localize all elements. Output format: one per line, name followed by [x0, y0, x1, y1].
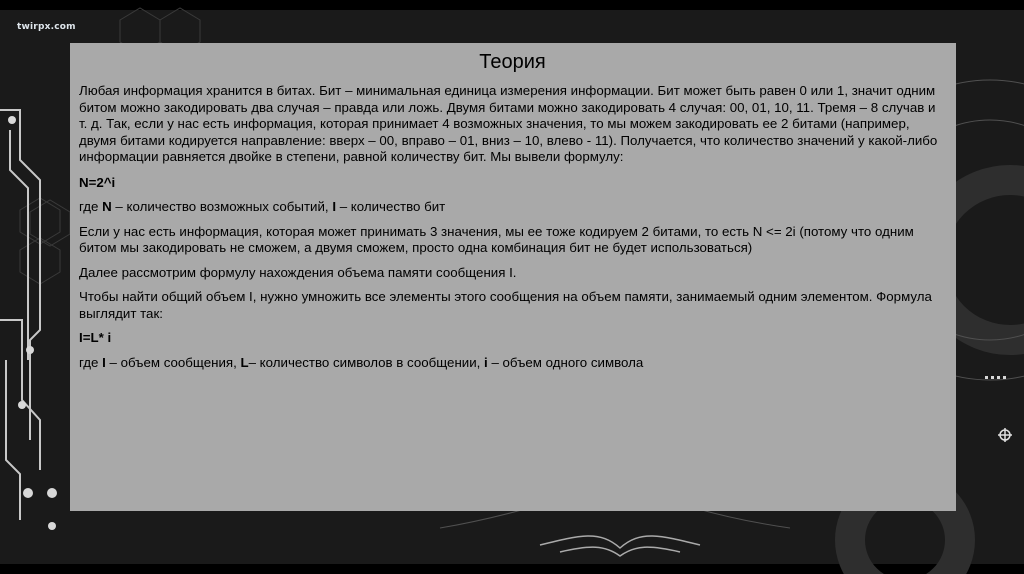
legend-text: – количество бит	[336, 199, 446, 214]
slide-title: Теория	[479, 51, 546, 73]
legend-prefix: где	[79, 199, 103, 214]
intro-paragraph: Любая информация хранится в битах. Бит – минимальная единица измерения информации. Бит может быть равен 0 или 1, значит одним битом можно закодировать два случая – правда или ложь. Двумя битами можно закодировать 4 случая: 00, 01, 10, 11. Тремя – 8 случав и т. д. Так, если у нас есть информация, которая принимает 4 возможных значения, то мы можем закодировать ее 2 битами (например, двумя битами кодируется направление: вверх – 00, вправо – 01, вниз – 10, влево - 11). Получается, что количество значений у какой-либо информации равняется двойке в степени, равной количеству бит. Мы вывели формулу:	[79, 83, 938, 164]
memory-formula-intro: Далее рассмотрим формулу нахождения объема памяти сообщения I.	[79, 264, 517, 280]
formula-i-equals-l-times-i: I=L* i	[79, 330, 112, 345]
slide-panel	[70, 43, 956, 511]
legend-text: – объем сообщения,	[105, 354, 241, 370]
legend-prefix: где	[79, 354, 103, 370]
formula-n-equals-2-pow-i: N=2^i	[79, 174, 116, 190]
watermark-text: twirpx.com	[17, 22, 76, 32]
legend-term-i-lower: i	[484, 354, 488, 370]
total-volume-paragraph: Чтобы найти общий объем I, нужно умножить все элементы этого сообщения на объем памяти, занимаемый одним элементом. Формула выглядит так:	[79, 289, 932, 321]
legend-term-i-upper: I	[102, 354, 106, 370]
formula-legend-2	[79, 355, 946, 372]
legend-text: – количество символов в сообщении,	[248, 354, 485, 370]
three-values-paragraph: Если у нас есть информация, которая может принимать 3 значения, мы ее тоже кодируем 2 битами, то есть N <= 2i (потому что одним битом мы закодировать не сможем, а двумя сможем, просто одна комбинация бит не будет использоваться)	[79, 223, 914, 255]
legend-text: – количество возможных событий,	[111, 199, 333, 214]
legend-term-i: I	[332, 199, 337, 214]
legend-text: – объем одного символа	[487, 354, 644, 370]
formula-legend-1	[79, 199, 946, 216]
legend-term-n: N	[102, 199, 112, 214]
legend-term-l: L	[240, 354, 249, 370]
